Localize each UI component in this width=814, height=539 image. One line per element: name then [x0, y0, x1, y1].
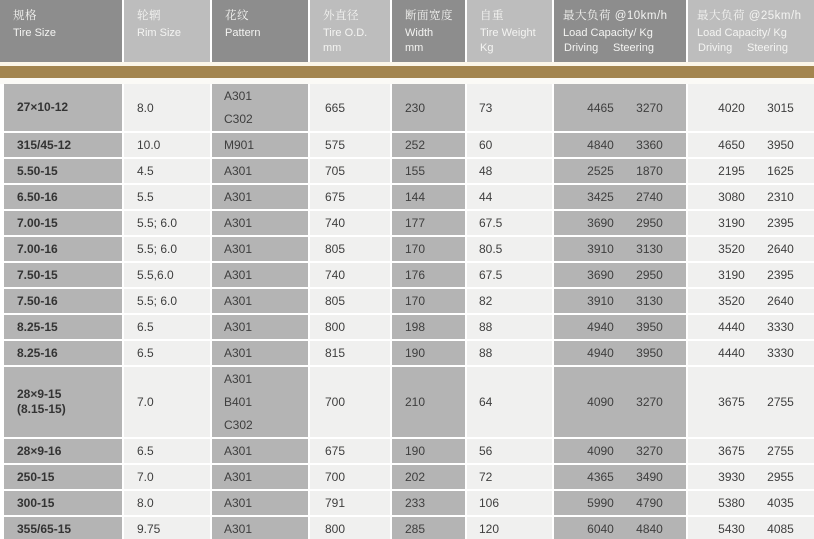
pattern-line: A301	[224, 371, 253, 386]
subcol-driving-label: Driving	[698, 42, 733, 54]
cell-tire-weight: 44	[467, 185, 552, 209]
table-row	[4, 367, 814, 437]
col-header-en: Tire O.D.	[323, 27, 368, 39]
value-steering-10kmh: 1870	[636, 164, 663, 178]
cell-load-10kmh	[554, 159, 686, 183]
cell-tire-od: 575	[310, 133, 390, 157]
cell-tire-size	[4, 263, 122, 287]
tire-size-line: 6.50-16	[17, 189, 58, 204]
tire-size-line: 8.25-16	[17, 345, 58, 360]
col-header-zh: 自重	[480, 10, 504, 22]
value-steering-25kmh: 3330	[767, 346, 794, 360]
cell-pattern	[212, 439, 308, 463]
cell-rim-size: 5.5	[124, 185, 210, 209]
pattern-line: A301	[224, 88, 253, 103]
cell-load-10kmh	[554, 289, 686, 313]
pattern-line: A301	[224, 163, 253, 178]
col-header-load-25kmh	[688, 0, 814, 62]
col-header-unit: mm	[323, 42, 342, 54]
tire-size-line: 250-15	[17, 469, 55, 484]
col-header-subcols	[554, 41, 686, 55]
value-driving-25kmh: 3080	[718, 190, 745, 204]
cell-rim-size: 9.75	[124, 517, 210, 539]
cell-tire-weight: 67.5	[467, 263, 552, 287]
cell-load-10kmh	[554, 439, 686, 463]
cell-load-10kmh	[554, 211, 686, 235]
value-steering-25kmh: 2755	[767, 395, 794, 409]
value-steering-25kmh: 2395	[767, 216, 794, 230]
cell-load-25kmh	[688, 211, 814, 235]
cell-tire-od: 805	[310, 237, 390, 261]
col-header-unit: Kg	[480, 42, 494, 54]
tire-size-line: 8.25-15	[17, 319, 58, 334]
cell-tire-size	[4, 315, 122, 339]
col-header-tire-weight	[467, 0, 552, 62]
cell-pattern	[212, 185, 308, 209]
table-row	[4, 289, 814, 313]
tire-size-line: 7.50-16	[17, 293, 58, 308]
cell-width: 176	[392, 263, 465, 287]
tire-size-line: 7.50-15	[17, 267, 58, 282]
value-steering-25kmh: 3330	[767, 320, 794, 334]
value-driving-25kmh: 3190	[718, 268, 745, 282]
value-steering-10kmh: 4790	[636, 496, 663, 510]
cell-width: 155	[392, 159, 465, 183]
cell-pattern	[212, 211, 308, 235]
cell-width: 198	[392, 315, 465, 339]
cell-tire-weight: 72	[467, 465, 552, 489]
cell-rim-size: 10.0	[124, 133, 210, 157]
cell-rim-size: 7.0	[124, 465, 210, 489]
table-row	[4, 439, 814, 463]
cell-tire-od: 675	[310, 439, 390, 463]
cell-tire-size	[4, 517, 122, 539]
cell-load-25kmh	[688, 159, 814, 183]
cell-tire-od: 815	[310, 341, 390, 365]
cell-load-10kmh	[554, 341, 686, 365]
value-steering-25kmh: 2955	[767, 470, 794, 484]
col-header-zh: 最大负荷 @25km/h	[697, 10, 802, 22]
cell-rim-size: 6.5	[124, 315, 210, 339]
subcol-driving-label: Driving	[564, 42, 599, 54]
cell-tire-weight: 64	[467, 367, 552, 437]
table-row	[4, 315, 814, 339]
col-header-zh: 外直径	[323, 10, 359, 22]
cell-tire-size	[4, 84, 122, 131]
cell-load-10kmh	[554, 185, 686, 209]
cell-rim-size: 8.0	[124, 491, 210, 515]
value-steering-25kmh: 2640	[767, 294, 794, 308]
value-steering-10kmh: 3950	[636, 346, 663, 360]
cell-tire-od: 800	[310, 315, 390, 339]
tire-size-line: 27×10-12	[17, 100, 69, 114]
col-header-en: Tire Weight	[480, 27, 536, 39]
cell-pattern	[212, 491, 308, 515]
cell-width: 190	[392, 341, 465, 365]
value-steering-25kmh: 4085	[767, 522, 794, 536]
tire-size-line: 300-15	[17, 495, 55, 510]
cell-pattern	[212, 237, 308, 261]
cell-rim-size: 8.0	[124, 84, 210, 131]
cell-tire-od: 665	[310, 84, 390, 131]
cell-tire-weight: 67.5	[467, 211, 552, 235]
cell-pattern	[212, 159, 308, 183]
pattern-line: A301	[224, 443, 253, 458]
value-steering-10kmh: 2950	[636, 216, 663, 230]
subcol-steering-label: Steering	[613, 42, 654, 54]
col-header-unit: mm	[405, 42, 424, 54]
cell-load-10kmh	[554, 491, 686, 515]
value-driving-25kmh: 3930	[718, 470, 745, 484]
cell-load-10kmh	[554, 367, 686, 437]
value-driving-25kmh: 4650	[718, 138, 745, 152]
cell-load-10kmh	[554, 237, 686, 261]
table-row	[4, 263, 814, 287]
cell-tire-weight: 80.5	[467, 237, 552, 261]
subcol-steering-label: Steering	[747, 42, 788, 54]
table-row	[4, 465, 814, 489]
pattern-line: C302	[224, 417, 253, 432]
cell-load-10kmh	[554, 84, 686, 131]
value-driving-25kmh: 2195	[718, 164, 745, 178]
cell-rim-size: 5.5; 6.0	[124, 211, 210, 235]
cell-tire-weight: 56	[467, 439, 552, 463]
cell-pattern	[212, 367, 308, 437]
col-header-zh: 断面宽度	[405, 10, 453, 22]
cell-rim-size: 5.5; 6.0	[124, 289, 210, 313]
col-header-zh: 轮辋	[137, 10, 161, 22]
cell-load-10kmh	[554, 263, 686, 287]
col-header-en: Width	[405, 27, 434, 39]
col-header-en: Rim Size	[137, 27, 182, 39]
tire-size-line: 315/45-12	[17, 137, 72, 152]
tire-size-line: 28×9-15	[17, 387, 62, 401]
cell-pattern	[212, 465, 308, 489]
value-steering-10kmh: 3270	[636, 395, 663, 409]
cell-pattern	[212, 289, 308, 313]
pattern-line: A301	[224, 189, 253, 204]
cell-width: 233	[392, 491, 465, 515]
cell-rim-size: 5.5,6.0	[124, 263, 210, 287]
col-header-subcols	[688, 41, 814, 55]
cell-load-25kmh	[688, 289, 814, 313]
cell-width: 252	[392, 133, 465, 157]
cell-width: 170	[392, 237, 465, 261]
value-driving-25kmh: 3675	[718, 444, 745, 458]
cell-pattern	[212, 263, 308, 287]
value-driving-25kmh: 3675	[718, 395, 745, 409]
value-driving-25kmh: 3520	[718, 294, 745, 308]
cell-load-25kmh	[688, 263, 814, 287]
col-header-width	[392, 0, 465, 62]
col-header-en: Pattern	[225, 27, 261, 39]
col-header-rim-size	[124, 0, 210, 62]
pattern-line: A301	[224, 521, 253, 536]
col-header-zh: 花纹	[225, 10, 249, 22]
table-row	[4, 133, 814, 157]
value-steering-10kmh: 3270	[636, 100, 663, 115]
cell-load-25kmh	[688, 133, 814, 157]
cell-load-25kmh	[688, 84, 814, 131]
cell-load-10kmh	[554, 465, 686, 489]
cell-tire-weight: 106	[467, 491, 552, 515]
pattern-line: A301	[224, 469, 253, 484]
table-body	[0, 84, 814, 539]
cell-load-25kmh	[688, 367, 814, 437]
tire-size-line: 7.00-16	[17, 241, 58, 256]
value-driving-25kmh: 3520	[718, 242, 745, 256]
cell-width: 210	[392, 367, 465, 437]
cell-width: 190	[392, 439, 465, 463]
pattern-line: M901	[224, 137, 255, 152]
cell-tire-od: 800	[310, 517, 390, 539]
pattern-line: B401	[224, 394, 253, 409]
cell-load-25kmh	[688, 185, 814, 209]
cell-load-10kmh	[554, 133, 686, 157]
value-driving-10kmh: 4465	[587, 100, 614, 115]
value-steering-25kmh: 2755	[767, 444, 794, 458]
value-steering-10kmh: 3130	[636, 294, 663, 308]
value-steering-10kmh: 2740	[636, 190, 663, 204]
table-row	[4, 84, 814, 131]
value-driving-10kmh: 3425	[587, 190, 614, 204]
cell-tire-od: 700	[310, 367, 390, 437]
value-steering-25kmh: 2310	[767, 190, 794, 204]
cell-rim-size: 6.5	[124, 439, 210, 463]
tire-size-line: 7.00-15	[17, 215, 58, 230]
cell-load-25kmh	[688, 517, 814, 539]
table-row	[4, 237, 814, 261]
pattern-line: A301	[224, 241, 253, 256]
cell-tire-weight: 120	[467, 517, 552, 539]
cell-tire-size	[4, 211, 122, 235]
pattern-line: A301	[224, 267, 253, 282]
cell-tire-size	[4, 133, 122, 157]
col-header-en: Load Capacity/ Kg	[697, 27, 787, 39]
value-driving-25kmh: 3190	[718, 216, 745, 230]
cell-width: 170	[392, 289, 465, 313]
value-steering-25kmh: 2640	[767, 242, 794, 256]
cell-load-10kmh	[554, 517, 686, 539]
cell-load-25kmh	[688, 315, 814, 339]
value-steering-10kmh: 4840	[636, 522, 663, 536]
col-header-tire-size	[0, 0, 122, 62]
col-header-en: Load Capacity/ Kg	[563, 27, 653, 39]
value-steering-10kmh: 3130	[636, 242, 663, 256]
table-row	[4, 185, 814, 209]
pattern-line: A301	[224, 293, 253, 308]
tire-size-line: 5.50-15	[17, 163, 58, 178]
tire-size-line: 28×9-16	[17, 443, 62, 458]
col-header-pattern	[212, 0, 308, 62]
cell-load-10kmh	[554, 315, 686, 339]
value-steering-25kmh: 4035	[767, 496, 794, 510]
cell-tire-size	[4, 237, 122, 261]
value-driving-10kmh: 3910	[587, 294, 614, 308]
pattern-line: C302	[224, 111, 253, 126]
cell-pattern	[212, 133, 308, 157]
cell-pattern	[212, 84, 308, 131]
cell-rim-size: 6.5	[124, 341, 210, 365]
value-steering-25kmh: 2395	[767, 268, 794, 282]
value-driving-10kmh: 4840	[587, 138, 614, 152]
cell-tire-od: 705	[310, 159, 390, 183]
cell-width: 177	[392, 211, 465, 235]
cell-tire-od: 740	[310, 211, 390, 235]
value-driving-25kmh: 5430	[718, 522, 745, 536]
cell-tire-weight: 88	[467, 341, 552, 365]
pattern-line: A301	[224, 215, 253, 230]
value-steering-10kmh: 3950	[636, 320, 663, 334]
cell-width: 230	[392, 84, 465, 131]
cell-load-25kmh	[688, 237, 814, 261]
table-row	[4, 491, 814, 515]
cell-tire-size	[4, 439, 122, 463]
value-steering-25kmh: 3950	[767, 138, 794, 152]
cell-width: 144	[392, 185, 465, 209]
value-driving-10kmh: 4090	[587, 444, 614, 458]
cell-tire-size	[4, 185, 122, 209]
cell-pattern	[212, 341, 308, 365]
table-row	[4, 211, 814, 235]
cell-rim-size: 7.0	[124, 367, 210, 437]
pattern-line: A301	[224, 495, 253, 510]
cell-load-25kmh	[688, 491, 814, 515]
value-steering-10kmh: 2950	[636, 268, 663, 282]
cell-tire-weight: 60	[467, 133, 552, 157]
value-driving-10kmh: 3690	[587, 216, 614, 230]
cell-tire-weight: 48	[467, 159, 552, 183]
cell-tire-size	[4, 491, 122, 515]
cell-rim-size: 5.5; 6.0	[124, 237, 210, 261]
value-driving-10kmh: 4365	[587, 470, 614, 484]
tire-size-line: (8.15-15)	[17, 402, 66, 416]
value-steering-10kmh: 3490	[636, 470, 663, 484]
col-header-load-10kmh	[554, 0, 686, 62]
cell-width: 202	[392, 465, 465, 489]
table-row	[4, 341, 814, 365]
cell-width: 285	[392, 517, 465, 539]
value-driving-10kmh: 3690	[587, 268, 614, 282]
value-driving-10kmh: 5990	[587, 496, 614, 510]
value-driving-10kmh: 3910	[587, 242, 614, 256]
cell-tire-size	[4, 465, 122, 489]
col-header-tire-od	[310, 0, 390, 62]
cell-tire-od: 791	[310, 491, 390, 515]
value-driving-10kmh: 6040	[587, 522, 614, 536]
value-driving-25kmh: 5380	[718, 496, 745, 510]
value-driving-25kmh: 4020	[718, 100, 745, 115]
table-row	[4, 159, 814, 183]
cell-tire-od: 740	[310, 263, 390, 287]
value-driving-25kmh: 4440	[718, 346, 745, 360]
col-header-zh: 规格	[13, 10, 37, 22]
table-row	[4, 517, 814, 539]
cell-load-25kmh	[688, 341, 814, 365]
cell-rim-size: 4.5	[124, 159, 210, 183]
value-driving-10kmh: 4090	[587, 395, 614, 409]
value-driving-25kmh: 4440	[718, 320, 745, 334]
cell-tire-od: 700	[310, 465, 390, 489]
cell-tire-weight: 82	[467, 289, 552, 313]
cell-load-25kmh	[688, 439, 814, 463]
cell-tire-size	[4, 341, 122, 365]
pattern-line: A301	[224, 345, 253, 360]
value-driving-10kmh: 4940	[587, 346, 614, 360]
cell-tire-weight: 73	[467, 84, 552, 131]
cell-tire-weight: 88	[467, 315, 552, 339]
accent-bar	[0, 66, 814, 78]
cell-tire-size	[4, 367, 122, 437]
cell-tire-size	[4, 159, 122, 183]
tire-size-line: 355/65-15	[17, 521, 72, 536]
value-steering-25kmh: 3015	[767, 100, 794, 115]
cell-tire-od: 675	[310, 185, 390, 209]
value-steering-25kmh: 1625	[767, 164, 794, 178]
cell-pattern	[212, 315, 308, 339]
cell-load-25kmh	[688, 465, 814, 489]
value-steering-10kmh: 3360	[636, 138, 663, 152]
table-header	[0, 0, 814, 62]
value-steering-10kmh: 3270	[636, 444, 663, 458]
pattern-line: A301	[224, 319, 253, 334]
cell-tire-od: 805	[310, 289, 390, 313]
cell-pattern	[212, 517, 308, 539]
col-header-zh: 最大负荷 @10km/h	[563, 10, 668, 22]
value-driving-10kmh: 2525	[587, 164, 614, 178]
cell-tire-size	[4, 289, 122, 313]
col-header-en: Tire Size	[13, 27, 56, 39]
value-driving-10kmh: 4940	[587, 320, 614, 334]
